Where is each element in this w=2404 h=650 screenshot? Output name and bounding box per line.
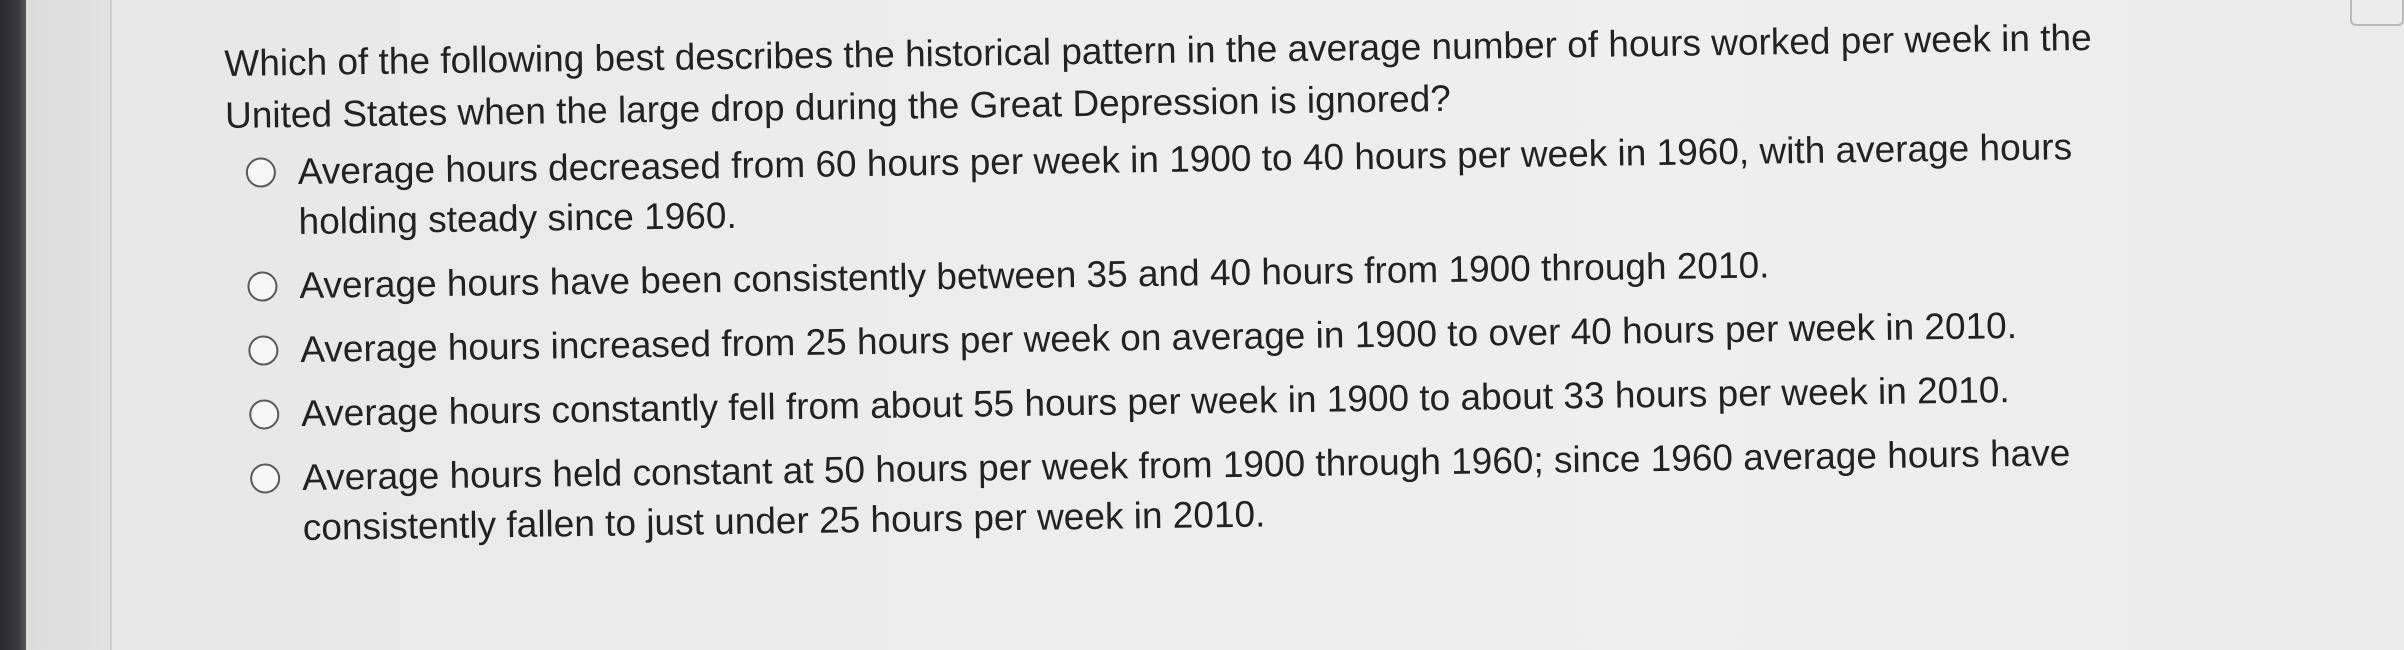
answer-option-3[interactable]: [228, 298, 2229, 376]
top-right-control[interactable]: [2350, 0, 2404, 26]
answer-option-label: Average hours held constant at 50 hours per week from 1900 through 1960; since 1960 average hours have consistently fallen to just under 25 hours per week in 2010.: [301, 432, 2071, 548]
radio-button[interactable]: [246, 157, 276, 187]
answer-option-label: Average hours increased from 25 hours per week on average in 1900 to over 40 hours per week in 2010.: [300, 304, 2018, 370]
monitor-bezel: [0, 0, 26, 650]
answer-option-5[interactable]: [230, 426, 2231, 554]
answer-option-label: Average hours decreased from 60 hours per week in 1900 to 40 hours per week in 1960, with average hours holding steady since 1960.: [297, 126, 2073, 242]
answer-options: [226, 120, 2231, 554]
left-margin-panel: [26, 0, 112, 650]
radio-button[interactable]: [250, 463, 280, 493]
answer-option-2[interactable]: [227, 234, 2228, 312]
question-block: [224, 10, 2231, 568]
answer-option-label: Average hours constantly fell from about 55 hours per week in 1900 to about 33 hours per week in 2010.: [300, 369, 2010, 434]
answer-option-label: Average hours have been consistently between 35 and 40 hours from 1900 through 2010.: [299, 244, 1770, 306]
answer-option-4[interactable]: [229, 362, 2230, 440]
answer-option-1[interactable]: [226, 120, 2227, 248]
radio-button[interactable]: [247, 271, 277, 301]
question-text: Which of the following best describes the historical pattern in the average number of hours worked per week in the United States when the large drop during the Great Depression is ignored?: [224, 16, 2092, 136]
radio-button[interactable]: [248, 335, 278, 365]
radio-button[interactable]: [249, 399, 279, 429]
